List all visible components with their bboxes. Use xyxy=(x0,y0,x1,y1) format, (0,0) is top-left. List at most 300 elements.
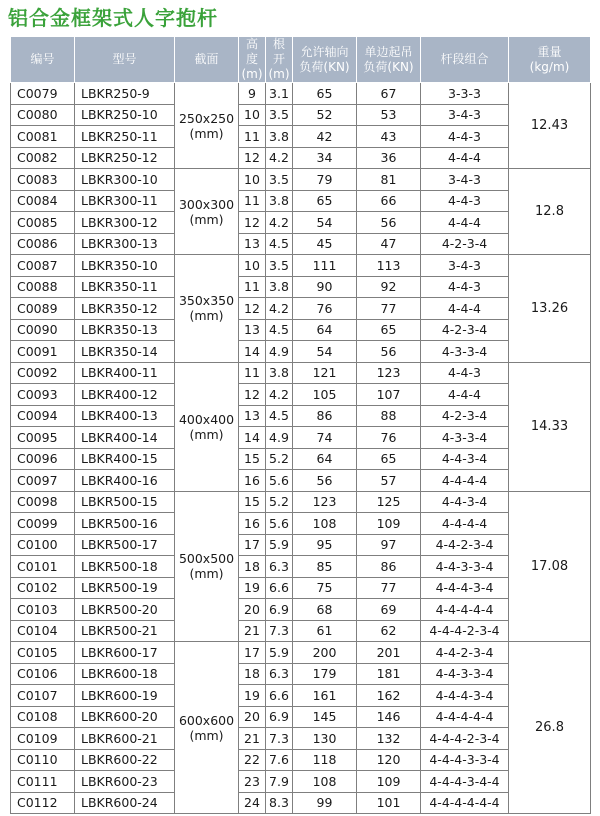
cell-segments: 3-4-3 xyxy=(421,255,509,277)
cell-spread: 4.5 xyxy=(266,233,293,255)
cell-model: LBKR600-20 xyxy=(75,706,175,728)
cell-height: 10 xyxy=(239,104,266,126)
table-row xyxy=(11,577,591,599)
cell-spread: 5.2 xyxy=(266,491,293,513)
cell-height: 23 xyxy=(239,771,266,793)
cell-code: C0081 xyxy=(11,126,75,148)
cell-spread: 4.2 xyxy=(266,147,293,169)
cell-segments: 4-4-4 xyxy=(421,147,509,169)
cell-lift-load: 113 xyxy=(357,255,421,277)
cell-axial-load: 68 xyxy=(293,599,357,621)
cell-spread: 6.3 xyxy=(266,663,293,685)
cell-axial-load: 130 xyxy=(293,728,357,750)
cell-axial-load: 99 xyxy=(293,792,357,814)
cell-spread: 3.5 xyxy=(266,104,293,126)
cell-height: 13 xyxy=(239,405,266,427)
cell-spread: 7.3 xyxy=(266,620,293,642)
table-row xyxy=(11,384,591,406)
cell-axial-load: 86 xyxy=(293,405,357,427)
cell-height: 11 xyxy=(239,276,266,298)
cell-segments: 4-4-3 xyxy=(421,362,509,384)
cell-code: C0087 xyxy=(11,255,75,277)
cell-model: LBKR350-11 xyxy=(75,276,175,298)
cell-axial-load: 34 xyxy=(293,147,357,169)
cell-model: LBKR500-16 xyxy=(75,513,175,535)
cell-model: LBKR250-9 xyxy=(75,83,175,105)
cell-segments: 4-2-3-4 xyxy=(421,233,509,255)
table-header xyxy=(11,37,591,83)
cell-segments: 4-4-4-2-3-4 xyxy=(421,728,509,750)
table-row xyxy=(11,362,591,384)
cell-lift-load: 66 xyxy=(357,190,421,212)
cell-model: LBKR400-16 xyxy=(75,470,175,492)
header-weight-line2: (kg/m) xyxy=(529,59,570,74)
header-spread-line2: (m) xyxy=(268,67,290,81)
cell-code: C0101 xyxy=(11,556,75,578)
table-row xyxy=(11,749,591,771)
cell-lift-load: 125 xyxy=(357,491,421,513)
cell-height: 12 xyxy=(239,147,266,169)
cell-axial-load: 52 xyxy=(293,104,357,126)
table-row xyxy=(11,255,591,277)
cell-segments: 4-4-4-3-4 xyxy=(421,685,509,707)
cell-lift-load: 53 xyxy=(357,104,421,126)
cell-weight: 26.8 xyxy=(509,642,591,814)
cell-axial-load: 64 xyxy=(293,319,357,341)
cell-height: 9 xyxy=(239,83,266,105)
cell-lift-load: 201 xyxy=(357,642,421,664)
cell-segments: 4-4-4 xyxy=(421,298,509,320)
cell-model: LBKR250-11 xyxy=(75,126,175,148)
cell-axial-load: 95 xyxy=(293,534,357,556)
cell-code: C0097 xyxy=(11,470,75,492)
cell-lift-load: 120 xyxy=(357,749,421,771)
cell-height: 20 xyxy=(239,599,266,621)
header-section: 截面 xyxy=(175,37,239,83)
header-code: 编号 xyxy=(11,37,75,83)
table-row xyxy=(11,83,591,105)
cell-spread: 5.6 xyxy=(266,470,293,492)
cell-spread: 6.6 xyxy=(266,577,293,599)
cell-lift-load: 76 xyxy=(357,427,421,449)
cell-axial-load: 108 xyxy=(293,513,357,535)
section-size: 300x300 xyxy=(178,196,235,212)
cell-spread: 3.8 xyxy=(266,126,293,148)
header-lift-line2: 负荷(KN) xyxy=(363,59,414,74)
cell-model: LBKR500-15 xyxy=(75,491,175,513)
section-size: 500x500 xyxy=(178,551,235,567)
cell-lift-load: 92 xyxy=(357,276,421,298)
table-row xyxy=(11,341,591,363)
cell-spread: 8.3 xyxy=(266,792,293,814)
cell-code: C0095 xyxy=(11,427,75,449)
cell-code: C0080 xyxy=(11,104,75,126)
cell-height: 14 xyxy=(239,341,266,363)
cell-axial-load: 76 xyxy=(293,298,357,320)
table-row xyxy=(11,685,591,707)
cell-code: C0086 xyxy=(11,233,75,255)
cell-lift-load: 43 xyxy=(357,126,421,148)
cell-axial-load: 64 xyxy=(293,448,357,470)
cell-height: 24 xyxy=(239,792,266,814)
cell-lift-load: 62 xyxy=(357,620,421,642)
cell-height: 21 xyxy=(239,728,266,750)
cell-code: C0099 xyxy=(11,513,75,535)
cell-model: LBKR300-12 xyxy=(75,212,175,234)
cell-height: 12 xyxy=(239,298,266,320)
table-row xyxy=(11,169,591,191)
cell-spread: 3.5 xyxy=(266,255,293,277)
table-row xyxy=(11,212,591,234)
cell-height: 12 xyxy=(239,212,266,234)
cell-axial-load: 111 xyxy=(293,255,357,277)
cell-segments: 4-4-4 xyxy=(421,212,509,234)
cell-spread: 3.8 xyxy=(266,362,293,384)
cell-height: 10 xyxy=(239,255,266,277)
cell-height: 22 xyxy=(239,749,266,771)
cell-model: LBKR350-13 xyxy=(75,319,175,341)
cell-section xyxy=(175,255,239,363)
cell-model: LBKR400-11 xyxy=(75,362,175,384)
cell-model: LBKR350-10 xyxy=(75,255,175,277)
cell-code: C0092 xyxy=(11,362,75,384)
cell-segments: 4-4-3-4 xyxy=(421,491,509,513)
cell-lift-load: 107 xyxy=(357,384,421,406)
cell-lift-load: 69 xyxy=(357,599,421,621)
cell-lift-load: 162 xyxy=(357,685,421,707)
section-size: 350x350 xyxy=(178,293,235,309)
cell-lift-load: 36 xyxy=(357,147,421,169)
cell-model: LBKR500-20 xyxy=(75,599,175,621)
table-row xyxy=(11,147,591,169)
cell-code: C0093 xyxy=(11,384,75,406)
table-row xyxy=(11,620,591,642)
cell-axial-load: 61 xyxy=(293,620,357,642)
header-lift-line1: 单边起吊 xyxy=(364,44,413,59)
cell-model: LBKR600-23 xyxy=(75,771,175,793)
cell-code: C0088 xyxy=(11,276,75,298)
cell-weight: 12.8 xyxy=(509,169,591,255)
cell-code: C0089 xyxy=(11,298,75,320)
cell-model: LBKR600-22 xyxy=(75,749,175,771)
cell-model: LBKR500-21 xyxy=(75,620,175,642)
table-row xyxy=(11,792,591,814)
header-axial-line2: 负荷(KN) xyxy=(299,59,350,74)
cell-code: C0111 xyxy=(11,771,75,793)
cell-code: C0102 xyxy=(11,577,75,599)
cell-segments: 4-2-3-4 xyxy=(421,319,509,341)
cell-height: 13 xyxy=(239,233,266,255)
cell-axial-load: 90 xyxy=(293,276,357,298)
cell-height: 13 xyxy=(239,319,266,341)
header-height-line2: (m) xyxy=(241,67,263,81)
cell-model: LBKR250-10 xyxy=(75,104,175,126)
cell-section xyxy=(175,169,239,255)
cell-code: C0082 xyxy=(11,147,75,169)
cell-axial-load: 74 xyxy=(293,427,357,449)
cell-segments: 4-3-3-4 xyxy=(421,341,509,363)
cell-segments: 4-4-2-3-4 xyxy=(421,534,509,556)
cell-spread: 7.6 xyxy=(266,749,293,771)
table-row xyxy=(11,534,591,556)
cell-model: LBKR500-18 xyxy=(75,556,175,578)
cell-code: C0094 xyxy=(11,405,75,427)
cell-code: C0112 xyxy=(11,792,75,814)
cell-spread: 4.2 xyxy=(266,298,293,320)
cell-axial-load: 65 xyxy=(293,190,357,212)
cell-height: 16 xyxy=(239,513,266,535)
cell-segments: 4-4-2-3-4 xyxy=(421,642,509,664)
cell-height: 11 xyxy=(239,362,266,384)
cell-height: 11 xyxy=(239,190,266,212)
cell-code: C0109 xyxy=(11,728,75,750)
cell-lift-load: 86 xyxy=(357,556,421,578)
section-unit: (mm) xyxy=(189,727,224,743)
cell-segments: 4-4-3-3-4 xyxy=(421,663,509,685)
table-row xyxy=(11,233,591,255)
cell-axial-load: 179 xyxy=(293,663,357,685)
cell-lift-load: 65 xyxy=(357,319,421,341)
cell-lift-load: 65 xyxy=(357,448,421,470)
cell-height: 20 xyxy=(239,706,266,728)
cell-model: LBKR400-13 xyxy=(75,405,175,427)
cell-code: C0079 xyxy=(11,83,75,105)
cell-code: C0106 xyxy=(11,663,75,685)
header-height-line1: 高度 xyxy=(245,37,258,66)
table-row xyxy=(11,491,591,513)
cell-section xyxy=(175,491,239,642)
table-row xyxy=(11,771,591,793)
cell-weight: 14.33 xyxy=(509,362,591,491)
table-row xyxy=(11,427,591,449)
cell-code: C0098 xyxy=(11,491,75,513)
cell-spread: 3.1 xyxy=(266,83,293,105)
cell-section xyxy=(175,83,239,169)
cell-axial-load: 79 xyxy=(293,169,357,191)
table-row xyxy=(11,298,591,320)
cell-lift-load: 146 xyxy=(357,706,421,728)
table-row xyxy=(11,190,591,212)
cell-height: 18 xyxy=(239,663,266,685)
cell-spread: 5.2 xyxy=(266,448,293,470)
cell-spread: 7.9 xyxy=(266,771,293,793)
cell-code: C0103 xyxy=(11,599,75,621)
page-title: 铝合金框架式人字抱杆 xyxy=(8,6,218,30)
cell-model: LBKR300-11 xyxy=(75,190,175,212)
header-segments: 杆段组合 xyxy=(421,37,509,83)
cell-model: LBKR350-14 xyxy=(75,341,175,363)
table-row xyxy=(11,728,591,750)
cell-segments: 4-4-4-4-4 xyxy=(421,599,509,621)
cell-axial-load: 54 xyxy=(293,212,357,234)
cell-lift-load: 109 xyxy=(357,771,421,793)
cell-code: C0096 xyxy=(11,448,75,470)
header-spread-line1: 根开 xyxy=(272,37,285,66)
cell-spread: 4.5 xyxy=(266,405,293,427)
cell-model: LBKR400-14 xyxy=(75,427,175,449)
header-axial-load xyxy=(293,37,357,83)
cell-lift-load: 101 xyxy=(357,792,421,814)
header-weight-line1: 重量 xyxy=(537,44,562,59)
cell-model: LBKR400-15 xyxy=(75,448,175,470)
cell-model: LBKR500-17 xyxy=(75,534,175,556)
cell-segments: 4-4-4-3-3-4 xyxy=(421,749,509,771)
cell-code: C0090 xyxy=(11,319,75,341)
cell-axial-load: 56 xyxy=(293,470,357,492)
cell-spread: 4.2 xyxy=(266,212,293,234)
cell-axial-load: 45 xyxy=(293,233,357,255)
cell-segments: 3-4-3 xyxy=(421,104,509,126)
cell-axial-load: 105 xyxy=(293,384,357,406)
table-row xyxy=(11,448,591,470)
cell-segments: 4-4-3 xyxy=(421,126,509,148)
table-row xyxy=(11,104,591,126)
cell-code: C0100 xyxy=(11,534,75,556)
cell-weight: 13.26 xyxy=(509,255,591,363)
header-axial-line1: 允许轴向 xyxy=(300,44,349,59)
cell-model: LBKR300-10 xyxy=(75,169,175,191)
header-lift-load xyxy=(357,37,421,83)
cell-spread: 6.9 xyxy=(266,599,293,621)
cell-spread: 6.6 xyxy=(266,685,293,707)
cell-model: LBKR350-12 xyxy=(75,298,175,320)
cell-spread: 5.6 xyxy=(266,513,293,535)
cell-spread: 4.5 xyxy=(266,319,293,341)
cell-spread: 6.3 xyxy=(266,556,293,578)
cell-code: C0107 xyxy=(11,685,75,707)
cell-model: LBKR500-19 xyxy=(75,577,175,599)
cell-height: 16 xyxy=(239,470,266,492)
cell-weight: 17.08 xyxy=(509,491,591,642)
cell-segments: 4-4-4-3-4-4 xyxy=(421,771,509,793)
cell-code: C0091 xyxy=(11,341,75,363)
cell-axial-load: 108 xyxy=(293,771,357,793)
table-row xyxy=(11,319,591,341)
table-row xyxy=(11,276,591,298)
header-spread xyxy=(266,37,293,83)
cell-model: LBKR300-13 xyxy=(75,233,175,255)
cell-segments: 4-4-3 xyxy=(421,190,509,212)
cell-height: 14 xyxy=(239,427,266,449)
cell-height: 17 xyxy=(239,534,266,556)
cell-height: 18 xyxy=(239,556,266,578)
cell-height: 11 xyxy=(239,126,266,148)
cell-model: LBKR600-24 xyxy=(75,792,175,814)
cell-lift-load: 181 xyxy=(357,663,421,685)
table-row xyxy=(11,405,591,427)
cell-axial-load: 75 xyxy=(293,577,357,599)
table-row xyxy=(11,599,591,621)
table-row xyxy=(11,706,591,728)
cell-segments: 4-3-3-4 xyxy=(421,427,509,449)
cell-model: LBKR600-17 xyxy=(75,642,175,664)
cell-height: 19 xyxy=(239,685,266,707)
cell-height: 19 xyxy=(239,577,266,599)
cell-model: LBKR600-18 xyxy=(75,663,175,685)
cell-segments: 4-4-4-3-4 xyxy=(421,577,509,599)
cell-model: LBKR250-12 xyxy=(75,147,175,169)
cell-code: C0110 xyxy=(11,749,75,771)
cell-height: 12 xyxy=(239,384,266,406)
cell-section xyxy=(175,642,239,814)
cell-lift-load: 56 xyxy=(357,341,421,363)
cell-lift-load: 57 xyxy=(357,470,421,492)
cell-segments: 4-4-3-4 xyxy=(421,448,509,470)
cell-axial-load: 85 xyxy=(293,556,357,578)
cell-spread: 6.9 xyxy=(266,706,293,728)
cell-lift-load: 56 xyxy=(357,212,421,234)
cell-lift-load: 123 xyxy=(357,362,421,384)
cell-axial-load: 123 xyxy=(293,491,357,513)
table-row xyxy=(11,513,591,535)
cell-lift-load: 97 xyxy=(357,534,421,556)
table-row xyxy=(11,556,591,578)
cell-lift-load: 109 xyxy=(357,513,421,535)
cell-lift-load: 81 xyxy=(357,169,421,191)
cell-spread: 4.9 xyxy=(266,427,293,449)
cell-axial-load: 121 xyxy=(293,362,357,384)
section-unit: (mm) xyxy=(189,566,224,582)
cell-code: C0104 xyxy=(11,620,75,642)
cell-spread: 4.9 xyxy=(266,341,293,363)
cell-axial-load: 42 xyxy=(293,126,357,148)
cell-segments: 4-2-3-4 xyxy=(421,405,509,427)
section-size: 600x600 xyxy=(178,712,235,728)
cell-segments: 4-4-4-4-4-4 xyxy=(421,792,509,814)
cell-axial-load: 161 xyxy=(293,685,357,707)
section-size: 400x400 xyxy=(178,411,235,427)
cell-weight: 12.43 xyxy=(509,83,591,169)
cell-spread: 5.9 xyxy=(266,534,293,556)
section-size: 250x250 xyxy=(178,110,235,126)
section-unit: (mm) xyxy=(189,125,224,141)
table-row xyxy=(11,642,591,664)
cell-segments: 4-4-3-3-4 xyxy=(421,556,509,578)
cell-segments: 4-4-3 xyxy=(421,276,509,298)
cell-height: 15 xyxy=(239,448,266,470)
cell-code: C0083 xyxy=(11,169,75,191)
cell-axial-load: 54 xyxy=(293,341,357,363)
header-weight xyxy=(509,37,591,83)
cell-model: LBKR600-21 xyxy=(75,728,175,750)
section-unit: (mm) xyxy=(189,211,224,227)
cell-spread: 7.3 xyxy=(266,728,293,750)
header-model: 型号 xyxy=(75,37,175,83)
cell-code: C0085 xyxy=(11,212,75,234)
cell-spread: 3.8 xyxy=(266,190,293,212)
cell-segments: 4-4-4-4-4 xyxy=(421,706,509,728)
cell-axial-load: 118 xyxy=(293,749,357,771)
cell-height: 17 xyxy=(239,642,266,664)
table-row xyxy=(11,126,591,148)
cell-spread: 3.8 xyxy=(266,276,293,298)
cell-segments: 4-4-4-4 xyxy=(421,513,509,535)
spec-table xyxy=(10,36,591,814)
cell-spread: 4.2 xyxy=(266,384,293,406)
header-height xyxy=(239,37,266,83)
section-unit: (mm) xyxy=(189,308,224,324)
cell-lift-load: 132 xyxy=(357,728,421,750)
cell-segments: 4-4-4-4 xyxy=(421,470,509,492)
cell-model: LBKR600-19 xyxy=(75,685,175,707)
cell-height: 15 xyxy=(239,491,266,513)
cell-code: C0105 xyxy=(11,642,75,664)
cell-model: LBKR400-12 xyxy=(75,384,175,406)
section-unit: (mm) xyxy=(189,426,224,442)
cell-spread: 5.9 xyxy=(266,642,293,664)
cell-axial-load: 65 xyxy=(293,83,357,105)
cell-height: 10 xyxy=(239,169,266,191)
